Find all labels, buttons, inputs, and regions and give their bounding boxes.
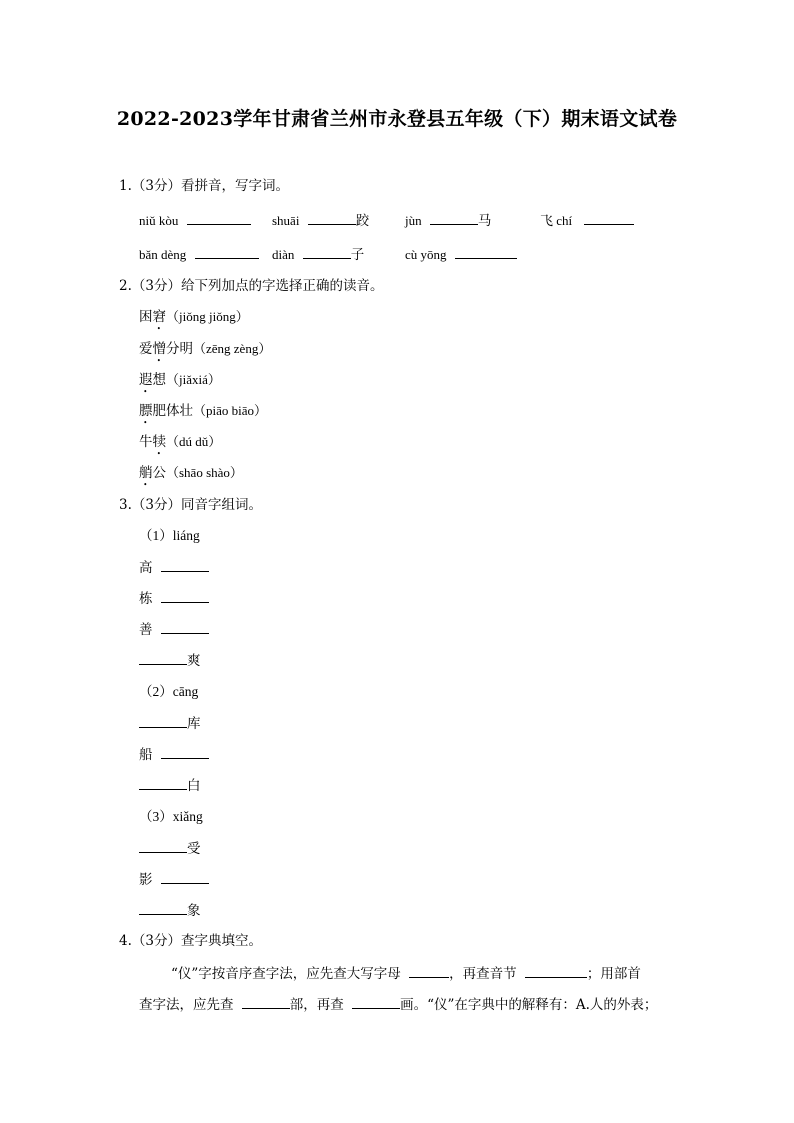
q4-text: ，再查音节 [449, 966, 517, 982]
q3-group-heading: （1）liáng [139, 528, 200, 543]
q2-text: 分明 [166, 341, 193, 357]
answer-blank[interactable] [525, 963, 587, 978]
q4-text: ；用部首 [586, 966, 641, 982]
dotted-char: 艄 [139, 465, 153, 481]
pinyin-options: （zēng zèng） [193, 341, 272, 356]
pinyin-options: （dú dǔ） [166, 434, 222, 449]
q3-char: 影 [139, 872, 153, 888]
q3-char: 爽 [187, 653, 201, 669]
q2-item [139, 432, 221, 458]
answer-blank[interactable] [455, 244, 517, 259]
q2-item [139, 370, 221, 396]
q3-char: 船 [139, 747, 153, 763]
answer-blank[interactable] [139, 650, 187, 665]
question-3-label: 3.（3分）同音字组词。 [119, 497, 262, 513]
pinyin-options: （jiǒng jiǒng） [166, 309, 249, 324]
question-2-label: 2.（3分）给下列加点的字选择正确的读音。 [119, 278, 384, 294]
q3-item [139, 744, 209, 765]
q4-text: “仪”字按音序查字法，应先查大写字母 [171, 966, 401, 982]
q1-item-4 [540, 210, 634, 231]
q4-text: 查字法，应先查 [139, 997, 234, 1013]
q2-item [139, 339, 271, 365]
q3-item [139, 650, 201, 671]
answer-blank[interactable] [139, 838, 187, 853]
q1-item-7 [405, 244, 517, 265]
answer-blank[interactable] [430, 210, 478, 225]
q3-item [139, 713, 201, 734]
answer-blank[interactable] [187, 210, 251, 225]
q1-pinyin: jùn [405, 213, 422, 228]
answer-blank[interactable] [161, 744, 209, 759]
answer-blank[interactable] [195, 244, 259, 259]
q4-text: 部，再查 [289, 997, 344, 1013]
dotted-char: 膘 [139, 403, 153, 419]
q1-pinyin: bǎn dèng [139, 247, 187, 262]
q2-text: 困 [139, 309, 153, 325]
q1-item-6 [272, 244, 364, 265]
answer-blank[interactable] [303, 244, 351, 259]
answer-blank[interactable] [584, 210, 634, 225]
q3-item [139, 775, 201, 796]
q3-char: 善 [139, 622, 153, 638]
q2-text: 牛 [139, 434, 153, 450]
answer-blank[interactable] [139, 775, 187, 790]
dotted-char: 窘 [152, 309, 166, 325]
answer-blank[interactable] [139, 713, 187, 728]
q3-char: 白 [187, 778, 201, 794]
q3-group-heading: （3）xiǎng [139, 809, 203, 824]
q3-item [139, 588, 209, 609]
pinyin-options: （shāo shào） [166, 465, 243, 480]
q1-suffix: 子 [350, 247, 365, 263]
pinyin-options: （piāo biāo） [193, 403, 268, 418]
answer-blank[interactable] [161, 619, 209, 634]
q1-item-2 [272, 210, 369, 231]
q3-item [139, 838, 201, 859]
q2-text: 公 [152, 465, 166, 481]
q1-pinyin: diàn [272, 247, 295, 262]
q1-pinyin: niǔ kòu [139, 213, 179, 228]
q3-item [139, 869, 209, 890]
q1-item-3 [405, 210, 491, 231]
dotted-char: 犊 [152, 434, 166, 450]
q2-text: 肥体壮 [152, 403, 193, 419]
q1-item-5 [139, 244, 259, 265]
q4-line-1 [171, 963, 641, 984]
pinyin-options: （jiǎxiá） [166, 372, 221, 387]
q3-item [139, 619, 209, 640]
q1-suffix: 跤 [355, 213, 370, 229]
answer-blank[interactable] [242, 994, 290, 1009]
q3-char: 库 [187, 716, 201, 732]
q4-line-2 [139, 994, 657, 1015]
q1-suffix: 马 [477, 213, 492, 229]
q2-item [139, 307, 249, 333]
q3-char: 受 [187, 841, 201, 857]
q3-item [139, 900, 201, 921]
answer-blank[interactable] [352, 994, 400, 1009]
q2-item [139, 401, 267, 427]
q1-pinyin: 飞 chí [540, 213, 573, 228]
answer-blank[interactable] [161, 869, 209, 884]
answer-blank[interactable] [308, 210, 356, 225]
q3-char: 高 [139, 560, 153, 576]
question-4-label: 4.（3分）查字典填空。 [119, 933, 262, 949]
q3-char: 栋 [139, 591, 153, 607]
q3-char: 象 [187, 903, 201, 919]
q2-text: 想 [152, 372, 166, 388]
q1-item-1 [139, 210, 251, 231]
answer-blank[interactable] [161, 557, 209, 572]
q3-group-heading: （2）cāng [139, 684, 199, 699]
answer-blank[interactable] [161, 588, 209, 603]
question-1-label: 1.（3分）看拼音，写字词。 [119, 178, 289, 194]
q4-text: 画。“仪”在字典中的解释有：A.人的外表； [400, 997, 658, 1013]
dotted-char: 遐 [139, 372, 153, 388]
answer-blank[interactable] [139, 900, 187, 915]
dotted-char: 憎 [152, 341, 166, 357]
q1-pinyin: cù yōng [405, 247, 447, 262]
q2-text: 爱 [139, 341, 153, 357]
q1-pinyin: shuāi [272, 213, 300, 228]
page-title: 2022-2023学年甘肃省兰州市永登县五年级（下）期末语文试卷 [116, 108, 678, 130]
answer-blank[interactable] [409, 963, 449, 978]
q2-item [139, 463, 243, 489]
q3-item [139, 557, 209, 578]
